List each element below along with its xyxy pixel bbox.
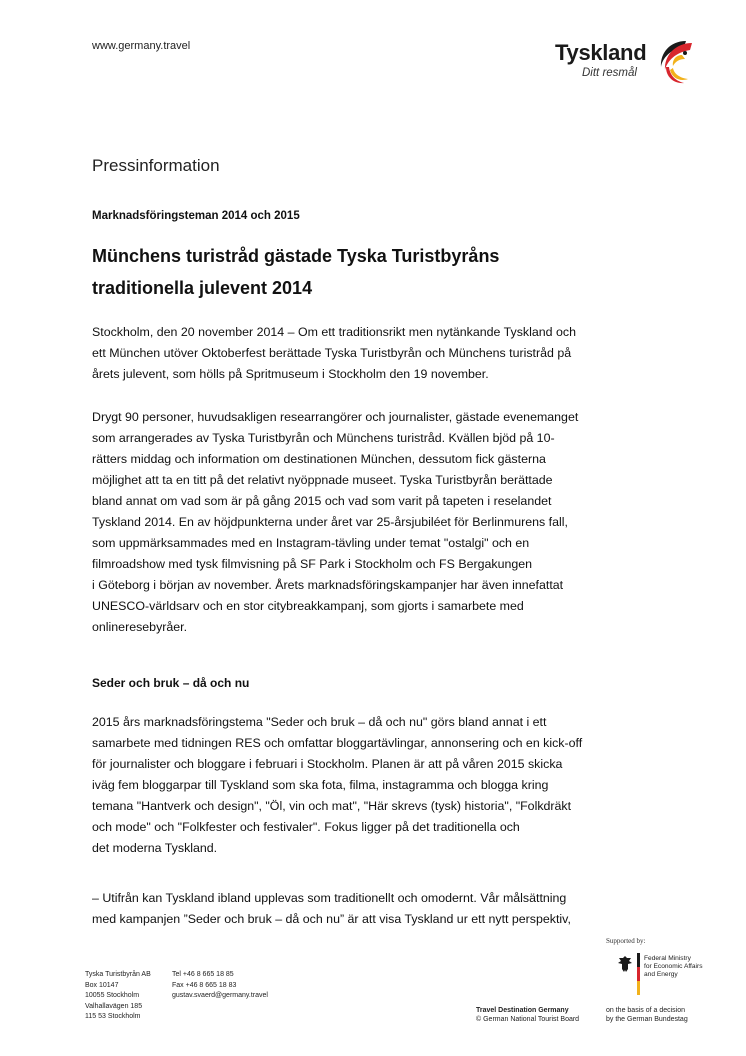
footer-address-line: 115 53 Stockholm [85,1013,141,1020]
footer-basis [606,1007,688,1024]
document-type-label: Pressinformation [92,156,220,175]
paragraph-theme-2015 [92,712,652,859]
text-line: det moderna Tyskland. [92,841,218,855]
federal-eagle-icon [617,955,633,973]
text-line: temana "Hantverk och design", "Öl, vin och mat", "Här skrevs (tysk) historia", "Folkdräkt [92,799,572,813]
text-line: bland annat om vad som är på gång 2015 och vad som varit på tapeten i reselandet [92,494,552,508]
text-line: i Göteborg i början av november. Årets marknadsföringskampanjer har även innefattat [92,578,564,592]
text-line: filmroadshow med tysk filmvisning på SF Park i Stockholm och FS Bergakungen [92,557,533,571]
text-line: som arrangerades av Tyska Turistbyrån och Münchens turistråd. Kvällen bjöd på 10- [92,431,555,445]
ministry-line: Federal Ministry [644,955,691,962]
tdg-title: Travel Destination Germany [476,1007,569,1014]
ministry-line: for Economic Affairs [644,963,703,970]
header-url: www.germany.travel [92,40,191,52]
headline [92,240,652,304]
text-line: rätters middag och information om destinationen München, dessutom fick gästerna [92,452,546,466]
footer-address-line: Box 10147 [85,981,119,989]
ministry-line: and Energy [644,971,678,978]
ministry-name [644,955,703,979]
paragraph-event [92,407,652,638]
text-line: iväg fem bloggarpar till Tyskland som ska fota, filma, instagramma och blogga kring [92,778,549,792]
text-line: årets julevent, som hölls på Spritmuseum i Stockholm den 19 november. [92,367,489,381]
section-subheading: Seder och bruk – då och nu [92,676,250,690]
footer-address-line: Tyska Turistbyrån AB [85,971,151,978]
text-line: möjlighet att ta en titt på det relativt nyöppnade museet. Tyska Turistbyrån berättade [92,473,553,487]
footer-address [85,970,151,1023]
tdg-subtitle: © German National Tourist Board [476,1015,580,1023]
german-flag-bar [637,953,640,995]
footer-address-line: Valhallavägen 185 [85,1002,143,1010]
footer-address-line: 10055 Stockholm [85,992,140,999]
kicker: Marknadsföringsteman 2014 och 2015 [92,210,300,222]
footer-phone: Tel +46 8 665 18 85 [172,971,234,978]
text-line: ett München utöver Oktoberfest berättade Tyska Turistbyrån och Münchens turistråd på [92,346,572,360]
text-line: med kampanjen ”Seder och bruk – då och nu” är att visa Tyskland ur ett nytt perspektiv, [92,912,571,926]
paragraph-quote [92,888,652,930]
text-line: samarbete med tidningen RES och omfattar bloggartävlingar, annonsering och en kick-off [92,736,583,750]
text-line: som uppmärksammades med en Instagram-tävling under temat "ostalgi" och en [92,536,530,550]
headline-line: traditionella julevent 2014 [92,278,313,298]
footer-fax: Fax +46 8 665 18 83 [172,981,237,989]
logo-wordmark: Tyskland [555,40,647,65]
basis-line: on the basis of a decision [606,1007,685,1014]
basis-line: by the German Bundestag [606,1015,688,1023]
headline-line: Münchens turistråd gästade Tyska Turistbyråns [92,246,500,266]
text-line: och mode" och "Folkfester och festivaler". Fokus ligger på det traditionella och [92,820,520,834]
logo-tagline: Ditt resmål [582,67,637,79]
text-line: Drygt 90 personer, huvudsakligen researrangörer och journalister, gästade evenemanget [92,410,579,424]
footer-contact [172,970,268,1002]
text-line: UNESCO-världsarv och en stor citybreakkampanj, som gjorts i samarbete med [92,599,524,613]
text-line: – Utifrån kan Tyskland ibland upplevas som traditionellt och omodernt. Vår målsättning [92,891,567,905]
footer-tdg [476,1007,579,1024]
paragraph-intro [92,322,652,385]
text-line: 2015 års marknadsföringstema "Seder och bruk – då och nu" görs bland annat i ett [92,715,547,729]
text-line: för journalister och bloggare i februari i Stockholm. Planen är att på våren 2015 skicka [92,757,563,771]
text-line: Stockholm, den 20 november 2014 – Om ett traditionsrikt men nytänkande Tyskland och [92,325,576,339]
text-line: Tyskland 2014. En av höjdpunkterna under året var 25-årsjubiléet för Berlinmurens fall, [92,515,568,529]
footer-email[interactable]: gustav.svaerd@germany.travel [172,992,268,999]
text-line: onlineresebyråer. [92,620,188,634]
germany-travel-logo-icon [652,37,698,87]
supported-by-label: Supported by: [606,937,646,945]
